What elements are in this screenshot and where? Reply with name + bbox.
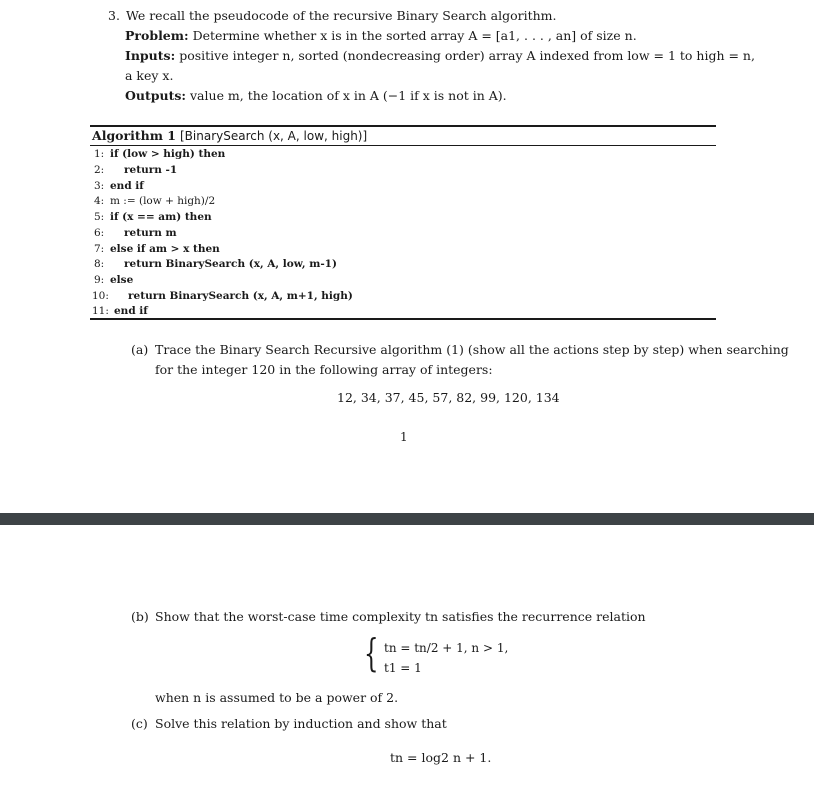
problem-line (125, 28, 637, 43)
part-b-label: (b) (131, 609, 149, 624)
part-b-after: when n is assumed to be a power of 2. (155, 690, 399, 705)
left-brace: { (364, 631, 379, 675)
algorithm-top-rule (90, 125, 716, 127)
question-number: 3. (108, 8, 120, 23)
part-c-label: (c) (131, 716, 148, 731)
outputs-label: Outputs: (125, 88, 187, 103)
algo-line: 8: return BinarySearch (x, A, low, m-1) (94, 258, 337, 270)
algo-line: 3: end if (94, 180, 144, 192)
part-a-text-continued: for the integer 120 in the following array of integers: (155, 362, 493, 377)
inputs-line (125, 48, 755, 63)
inputs-label: Inputs: (125, 48, 176, 63)
algorithm-bottom-rule (90, 318, 716, 320)
problem-text: Determine whether x is in the sorted array A = [a1, . . . , an] of size n. (192, 28, 637, 43)
page-separator (0, 513, 814, 525)
part-c-text: Solve this relation by induction and show that (155, 716, 447, 731)
solution-equation: tn = log2 n + 1. (390, 750, 492, 765)
inputs-text: positive integer n, sorted (nondecreasing order) array A indexed from low = 1 to high = n, (179, 48, 755, 63)
algo-line: 2: return -1 (94, 164, 178, 176)
algo-line: 10: return BinarySearch (x, A, m+1, high) (92, 290, 353, 302)
integer-array: 12, 34, 37, 45, 57, 82, 99, 120, 134 (337, 390, 560, 405)
algo-line: 7: else if am > x then (94, 243, 220, 255)
algorithm-caption-label: Algorithm 1 (92, 128, 176, 143)
part-a-text: Trace the Binary Search Recursive algorithm (1) (show all the actions step by step) when searching (155, 342, 789, 357)
question-intro: We recall the pseudocode of the recursive Binary Search algorithm. (126, 8, 557, 23)
algo-line: 9: else (94, 274, 134, 286)
recurrence-eq-1: tn = tn/2 + 1, n > 1, (384, 641, 509, 655)
algorithm-caption (92, 128, 367, 143)
recurrence-eq-2: t1 = 1 (384, 661, 422, 675)
algo-line: 11: end if (92, 305, 148, 317)
part-a-label: (a) (131, 342, 149, 357)
algo-line: 4: m := (low + high)/2 (94, 195, 216, 207)
outputs-line (125, 88, 507, 103)
algo-line: 6: return m (94, 227, 177, 239)
problem-label: Problem: (125, 28, 189, 43)
algo-line: 5: if (x == am) then (94, 211, 212, 223)
algorithm-caption-text: [BinarySearch (x, A, low, high)] (179, 129, 368, 143)
algorithm-caption-rule (90, 145, 716, 146)
page-number: 1 (400, 430, 408, 444)
algo-line: 1: if (low > high) then (94, 148, 226, 160)
outputs-text: value m, the location of x in A (−1 if x is not in A). (190, 88, 507, 103)
inputs-text-continued: a key x. (125, 68, 174, 83)
part-b-text: Show that the worst-case time complexity tn satisfies the recurrence relation (155, 609, 646, 624)
